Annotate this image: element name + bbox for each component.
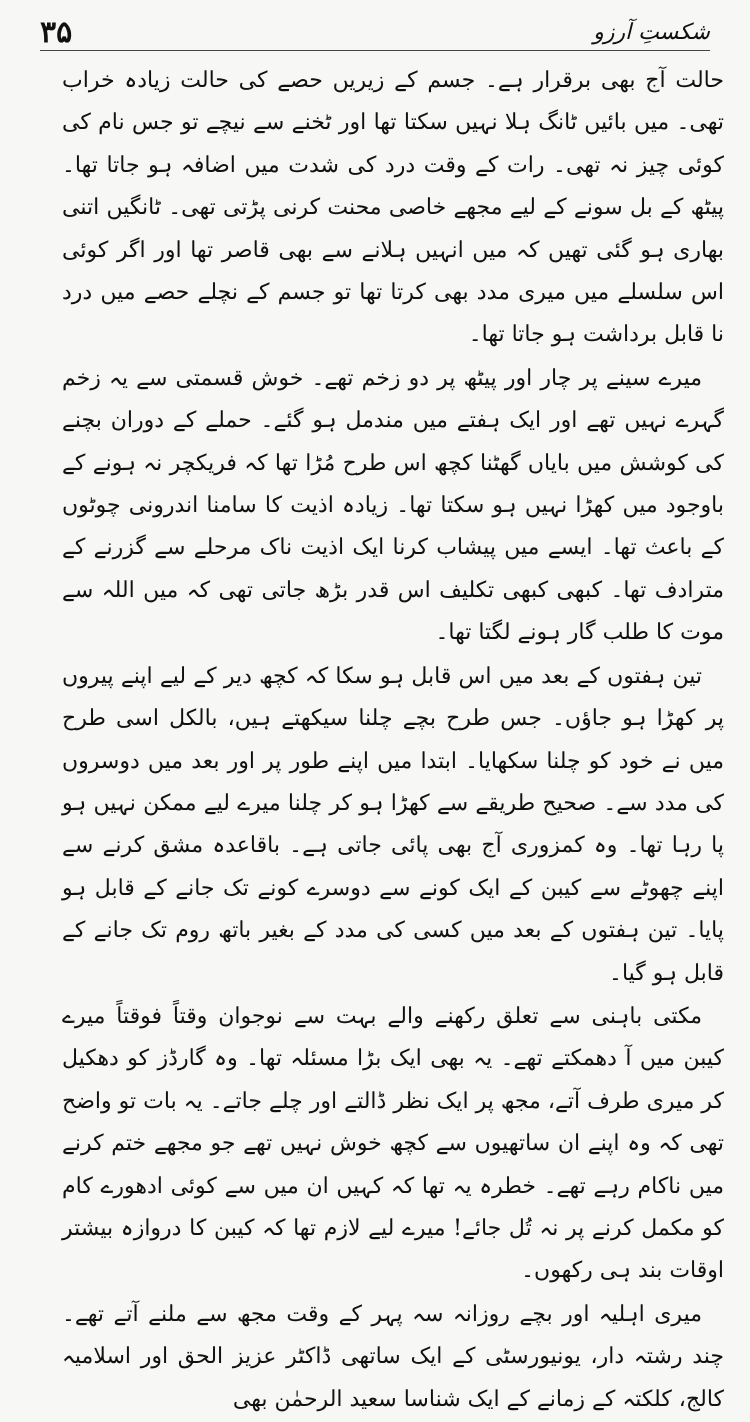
page-number: ۳۵ — [40, 14, 73, 50]
paragraph-1: حالت آج بھی برقرار ہے۔ جسم کے زیریں حصے کی حالت زیادہ خراب تھی۔ میں بائیں ٹانگ ہلا نہیں سکتا تھا اور ٹخنے سے نیچے تو جس نام کی کوئی چیز نہ تھی۔ رات کے وقت درد کی شدت میں اضافہ ہو جاتا تھا۔ پیٹھ کے بل سونے کے لیے مجھے خاصی محنت کرنی پڑتی تھی۔ ٹانگیں اتنی بھاری ہو گئی تھیں کہ میں انہیں ہلانے سے بھی قاصر تھا اور اگر کوئی اس سلسلے میں میری مدد بھی کرتا تھا تو جسم کے نچلے حصے میں درد نا قابل برداشت ہو جاتا تھا۔ — [62, 68, 724, 348]
page-body — [62, 60, 724, 1422]
paragraph-2: میرے سینے پر چار اور پیٹھ پر دو زخم تھے۔ خوش قسمتی سے یہ زخم گہرے نہیں تھے اور ایک ہفتے میں مندمل ہو گئے۔ حملے کے دوران بچنے کی کوشش میں بایاں گھٹنا کچھ اس طرح مُڑا تھا کہ فریکچر نہ ہونے کے باوجود میں کھڑا نہیں ہو سکتا تھا۔ زیادہ اذیت کا سامنا اندرونی چوٹوں کے باعث تھا۔ ایسے میں پیشاب کرنا ایک اذیت ناک مرحلے سے گزرنے کے مترادف تھا۔ کبھی کبھی تکلیف اس قدر بڑھ جاتی تھی کہ میں اللہ سے موت کا طلب گار ہونے لگتا تھا۔ — [62, 365, 724, 646]
running-title: شکستِ آرزو — [593, 19, 710, 45]
paragraph-3: تین ہفتوں کے بعد میں اس قابل ہو سکا کہ کچھ دیر کے لیے اپنے پیروں پر کھڑا ہو جاؤں۔ جس طرح بچے چلنا سیکھتے ہیں، بالکل اسی طرح میں نے خود کو چلنا سکھایا۔ ابتدا میں اپنے طور پر اور بعد میں دوسروں کی مدد سے۔ صحیح طریقے سے کھڑا ہو کر چلنا میرے لیے ممکن نہیں ہو پا رہا تھا۔ وہ کمزوری آج بھی پائی جاتی ہے۔ باقاعدہ مشق کرنے سے اپنے چھوٹے سے کیبن کے ایک کونے سے دوسرے کونے تک جانے کے قابل ہو پایا۔ تین ہفتوں کے بعد میں کسی کی مدد کے بغیر باتھ روم تک جانے کے قابل ہو گیا۔ — [62, 663, 724, 986]
page-header — [40, 14, 710, 50]
paragraph-5: میری اہلیہ اور بچے روزانہ سہ پہر کے وقت مجھ سے ملنے آتے تھے۔ چند رشتہ دار، یونیورسٹی کے ایک ساتھی ڈاکٹر عزیز الحق اور اسلامیہ کالج، کلکتہ کے زمانے کے ایک شناسا سعید الرحمٰن بھی — [62, 1301, 724, 1412]
paragraph-4: مکتی باہنی سے تعلق رکھنے والے بہت سے نوجوان وقتاً فوقتاً میرے کیبن میں آ دھمکتے تھے۔ یہ بھی ایک بڑا مسئلہ تھا۔ وہ گارڈز کو دھکیل کر میری طرف آتے، مجھ پر ایک نظر ڈالتے اور چلے جاتے۔ یہ بات تو واضح تھی کہ وہ اپنے ان ساتھیوں سے کچھ خوش نہیں تھے جو مجھے ختم کرنے میں ناکام رہے تھے۔ خطرہ یہ تھا کہ کہیں ان میں سے کوئی ادھورے کام کو مکمل کرنے پر نہ تُل جائے! میرے لیے لازم تھا کہ کیبن کا دروازہ بیشتر اوقات بند ہی رکھوں۔ — [62, 1003, 724, 1284]
header-rule — [40, 50, 710, 51]
